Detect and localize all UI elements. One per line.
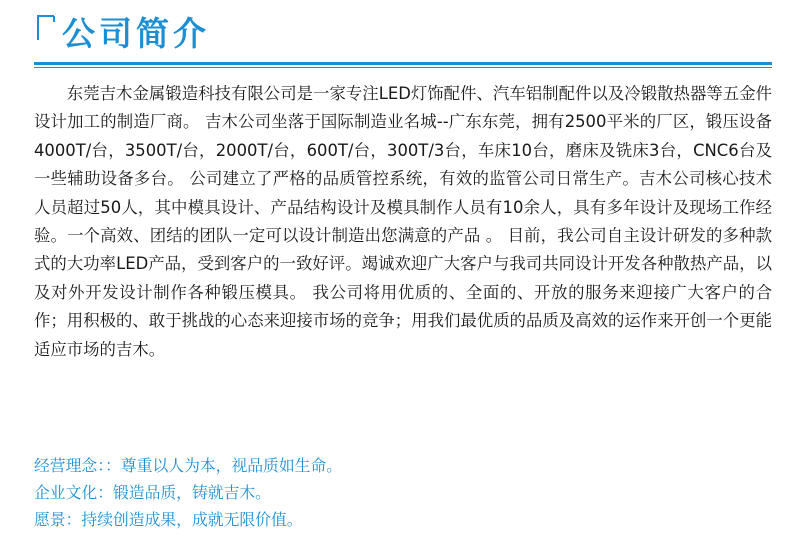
title-divider-thin [34, 67, 772, 68]
page-title: 公司简介 [62, 14, 210, 53]
company-intro-paragraph: 东莞吉木金属锻造科技有限公司是一家专注LED灯饰配件、汽车铝制配件以及冷锻散热器等五金件设计加工的制造厂商。 吉木公司坐落于国际制造业名城--广东东莞，拥有2500平米的厂区，锻压设备4000T/台，3500T/台，2000T/台，600T/台，300T/3台，车床10台，磨床及铣床3台，CNC6台及一些辅助设备多台。 公司建立了严格的品质管控系统，有效的监管公司日常生产。吉木公司核心技术人员超过50人，其中模具设计、产品结构设计及模具制作人员有10余人，具有多年设计及现场工作经验。一个高效、团结的团队一定可以设计制造出您满意的产品 。 目前，我公司自主设计研发的多种款式的大功率LED产品，受到客户的一致好评。竭诚欢迎广大客户与我司共同设计开发各种散热产品，以及对外开发设计制作各种锻压模具。 我公司将用优质的、全面的、开放的服务来迎接广大客户的合作；用积极的、敢于挑战的心态来迎接市场的竞争；用我们最优质的品质及高效的运作来开创一个更能适应市场的吉木。 [34, 84, 772, 359]
business-philosophy: 经营理念：：尊重以人为本，视品质如生命。 [34, 456, 343, 475]
company-values-list [34, 452, 772, 533]
section-header [0, 0, 798, 70]
corporate-culture: 企业文化：锻造品质，铸就吉木。 [34, 483, 271, 502]
title-divider-thick [34, 62, 772, 65]
vision: 愿景：持续创造成果，成就无限价值。 [34, 510, 303, 529]
title-corner-mark-icon [34, 14, 62, 58]
